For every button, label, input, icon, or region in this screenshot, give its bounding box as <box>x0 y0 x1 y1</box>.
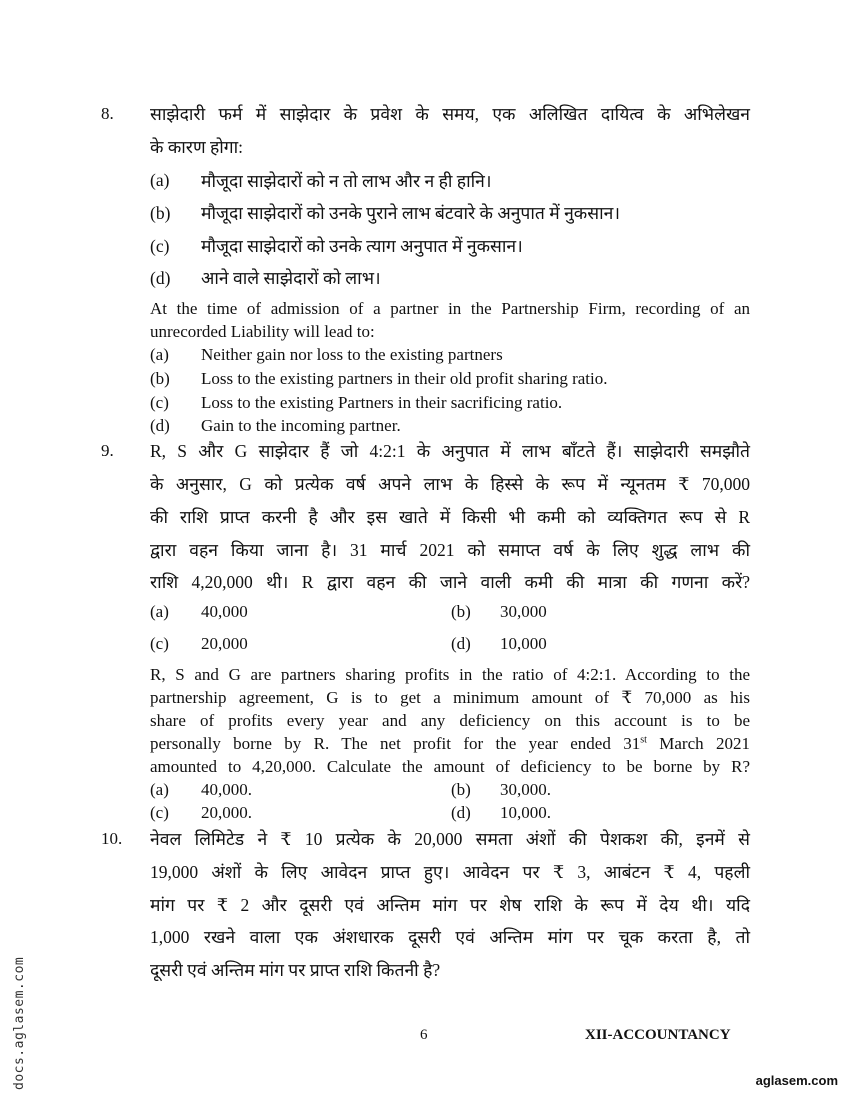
question-8-hindi-line-1: साझेदारी फर्म में साझेदार के प्रवेश के समय, एक अलिखित दायित्व के अभिलेखन <box>150 104 750 124</box>
question-8-english-line-2: unrecorded Liability will lead to: <box>150 322 375 341</box>
question-9-hindi-line-4: द्वारा वहन किया जाना है। 31 मार्च 2021 को समाप्त वर्ष के लिए शुद्ध लाभ की <box>150 540 750 560</box>
q8-hindi-option-c-text: मौजूदा साझेदारों को उनके त्याग अनुपात में नुकसान। <box>201 236 523 256</box>
q8-hindi-option-a-text: मौजूदा साझेदारों को न तो लाभ और न ही हानि। <box>201 171 492 191</box>
q9-english-line-4-post: March 2021 <box>646 734 751 753</box>
q9-hindi-option-a-label: (a) <box>150 602 169 621</box>
question-9-hindi-line-3: की राशि प्राप्त करनी है और इस खाते में किसी भी कमी को व्यक्तिगत रूप से R <box>150 507 750 527</box>
question-9-english-line-1: R, S and G are partners sharing profits in the ratio of 4:2:1. According to the <box>150 665 750 684</box>
q8-hindi-option-c-label: (c) <box>150 236 170 256</box>
question-9-number: 9. <box>101 441 114 460</box>
q8-english-option-c-label: (c) <box>150 393 169 412</box>
q8-hindi-option-b-text: मौजूदा साझेदारों को उनके पुराने लाभ बंटवारे के अनुपात में नुकसान। <box>201 203 620 223</box>
q9-english-option-c-text: 20,000. <box>201 803 252 822</box>
q8-english-option-b-label: (b) <box>150 369 170 388</box>
q9-english-option-d-label: (d) <box>451 803 471 822</box>
q9-hindi-option-b-label: (b) <box>451 602 471 621</box>
q8-english-option-d-label: (d) <box>150 416 170 435</box>
brand-logo-text: aglasem.com <box>755 1073 838 1088</box>
question-8-hindi-line-2: के कारण होगा: <box>150 137 244 157</box>
question-9-hindi-line-5: राशि 4,20,000 थी। R द्वारा वहन की जाने वाली कमी की मात्रा की गणना करें? <box>150 572 750 592</box>
question-9-hindi-line-2: के अनुसार, G को प्रत्येक वर्ष अपने लाभ के हिस्से के रूप में न्यूनतम ₹ 70,000 <box>150 474 750 494</box>
question-9-english-line-5: amounted to 4,20,000. Calculate the amount of deficiency to be borne by R? <box>150 757 750 776</box>
q9-english-line-4-pre: personally borne by R. The net profit for the year ended 31 <box>150 734 641 753</box>
question-8-number: 8. <box>101 104 114 123</box>
question-10-hindi-line-4: 1,000 रखने वाला एक अंशधारक दूसरी एवं अन्तिम मांग पर चूक करता है, तो <box>150 927 750 947</box>
q8-hindi-option-d-label: (d) <box>150 268 171 288</box>
watermark-text: docs.aglasem.com <box>12 956 27 1090</box>
q8-english-option-d-text: Gain to the incoming partner. <box>201 416 401 435</box>
question-10-hindi-line-3: मांग पर ₹ 2 और दूसरी एवं अन्तिम मांग पर शेष राशि के रूप में देय थी। यदि <box>150 895 750 915</box>
q9-english-option-c-label: (c) <box>150 803 169 822</box>
q8-hindi-option-b-label: (b) <box>150 203 171 223</box>
question-10-hindi-line-5: दूसरी एवं अन्तिम मांग पर प्राप्त राशि कितनी है? <box>150 960 441 980</box>
q8-hindi-option-a-label: (a) <box>150 170 170 190</box>
q8-hindi-option-d-text: आने वाले साझेदारों को लाभ। <box>201 268 381 288</box>
q8-english-option-a-text: Neither gain nor loss to the existing partners <box>201 345 503 364</box>
q8-english-option-c-text: Loss to the existing Partners in their sacrificing ratio. <box>201 393 563 412</box>
q9-english-option-d-text: 10,000. <box>500 803 551 822</box>
q9-hindi-option-c-text: 20,000 <box>201 634 248 653</box>
q8-english-option-a-label: (a) <box>150 345 169 364</box>
q9-english-line-4-superscript: st <box>640 734 647 746</box>
question-8-english-line-1: At the time of admission of a partner in the Partnership Firm, recording of an <box>150 299 750 318</box>
q9-english-option-a-label: (a) <box>150 780 169 799</box>
q9-hindi-option-d-text: 10,000 <box>500 634 547 653</box>
q9-hindi-option-a-text: 40,000 <box>201 602 248 621</box>
question-10-number: 10. <box>101 829 123 848</box>
question-10-hindi-line-2: 19,000 अंशों के लिए आवेदन प्राप्त हुए। आवेदन पर ₹ 3, आबंटन ₹ 4, पहली <box>150 862 750 882</box>
question-9-hindi-line-1: R, S और G साझेदार हैं जो 4:2:1 के अनुपात में लाभ बाँटते हैं। साझेदारी समझौते <box>150 441 750 461</box>
q9-hindi-option-b-text: 30,000 <box>500 602 547 621</box>
subject-footer: XII-ACCOUNTANCY <box>585 1027 731 1043</box>
question-10-hindi-line-1: नेवल लिमिटेड ने ₹ 10 प्रत्येक के 20,000 समता अंशों की पेशकश की, इनमें से <box>150 829 750 849</box>
question-9-english-line-4 <box>150 734 750 754</box>
question-9-english-line-3: share of profits every year and any deficiency on this account is to be <box>150 711 750 730</box>
q9-english-option-b-label: (b) <box>451 780 471 799</box>
q9-english-option-a-text: 40,000. <box>201 780 252 799</box>
q9-hindi-option-d-label: (d) <box>451 634 471 653</box>
question-9-english-line-2: partnership agreement, G is to get a minimum amount of ₹ 70,000 as his <box>150 688 750 707</box>
q9-english-option-b-text: 30,000. <box>500 780 551 799</box>
q9-hindi-option-c-label: (c) <box>150 634 169 653</box>
q8-english-option-b-text: Loss to the existing partners in their old profit sharing ratio. <box>201 369 608 388</box>
page-number: 6 <box>420 1027 428 1043</box>
